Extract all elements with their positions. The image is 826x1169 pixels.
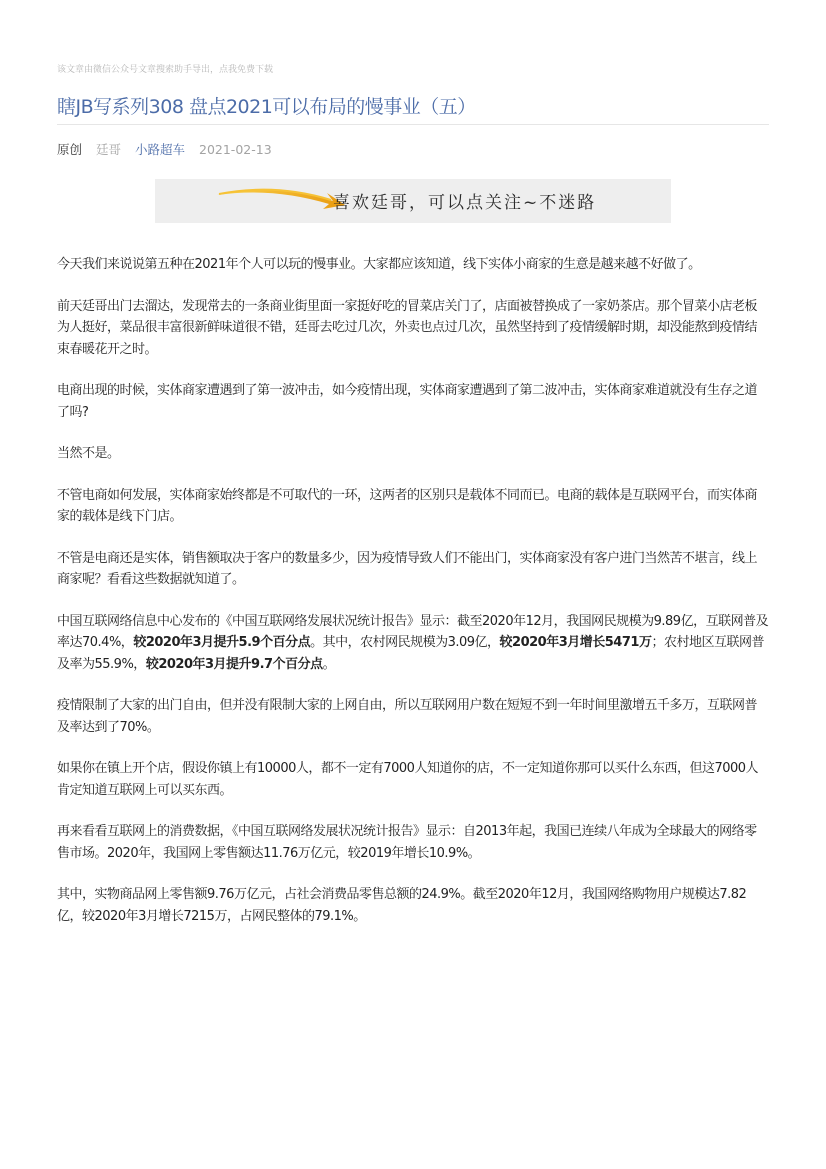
paragraph: 如果你在镇上开个店，假设你镇上有10000人，都不一定有7000人知道你的店，不一定知道你那可以买什么东西，但这7000人肯定知道互联网上可以买东西。 <box>57 761 759 798</box>
paragraph: 当然不是。 <box>57 446 120 461</box>
bold-highlight: 较2020年3月提升9.7个百分点 <box>145 656 323 672</box>
text-segment: 中国互联网络信息中心发布的《中国互联网络发展状况统计报告》显示：截至2020年12月，我国网民规模为9.89亿，互联网普及率达70.4%， <box>57 613 769 650</box>
export-notice-link[interactable]: 该文章由微信公众号文章搜索助手导出，点我免费下载 <box>57 65 274 75</box>
paragraph: 不管是电商还是实体，销售额取决于客户的数量多少，因为疫情导致人们不能出门，实体商家没有客户进门当然苦不堪言，线上商家呢？看看这些数据就知道了。 <box>57 550 758 587</box>
article-meta <box>57 140 282 158</box>
paragraph: 不管电商如何发展，实体商家始终都是不可取代的一环，这两者的区别只是载体不同而已。电商的载体是互联网平台，而实体商家的载体是线下门店。 <box>57 487 758 524</box>
bold-highlight: 较2020年3月增长5471万 <box>499 635 652 650</box>
paragraph: 其中，实物商品网上零售额9.76万亿元，占社会消费品零售总额的24.9%。截至2020年12月，我国网络购物用户规模达7.82亿，较2020年3月增长7215万，占网民整体的79.1%。 <box>57 887 747 924</box>
paragraph: 疫情限制了大家的出门自由，但并没有限制大家的上网自由，所以互联网用户数在短短不到一年时间里激增五千多万，互联网普及率达到了70%。 <box>57 698 758 735</box>
paragraph-with-highlights <box>57 611 769 676</box>
bold-highlight: 较2020年3月提升5.9个百分点 <box>133 635 311 650</box>
paragraph: 前天廷哥出门去溜达，发现常去的一条商业街里面一家挺好吃的冒菜店关门了，店面被替换成了一家奶茶店。那个冒菜小店老板为人挺好，菜品很丰富很新鲜味道很不错，廷哥去吃过几次，外卖也点过几次，虽然坚持到了疫情缓解时期，却没能熬到疫情结束春暖花开之时。 <box>57 298 758 357</box>
paragraph: 今天我们来说说第五种在2021年个人可以玩的慢事业。大家都应该知道，线下实体小商家的生意是越来越不好做了。 <box>57 257 701 272</box>
text-segment: 。其中，农村网民规模为3.09亿， <box>310 635 500 650</box>
paragraph: 再来看看互联网上的消费数据，《中国互联网络发展状况统计报告》显示：自2013年起，我国已连续八年成为全球最大的网络零售市场。2020年，我国网上零售额达11.76万亿元，较2019年增长10.9%。 <box>57 824 757 861</box>
publish-date: 2021-02-13 <box>199 142 272 157</box>
follow-banner-image <box>155 179 671 223</box>
text-segment: 。 <box>322 656 336 672</box>
original-label: 原创 <box>57 142 83 157</box>
account-link[interactable]: 小路超车 <box>135 142 186 157</box>
text-segment: ；农村地区互联网普及率为55.9%， <box>57 635 764 672</box>
title-divider <box>57 124 769 125</box>
banner-text: 喜欢廷哥，可以点关注~不迷路 <box>333 193 597 213</box>
article-title: 瞎JB写系列308 盘点2021可以布局的慢事业（五） <box>57 96 476 118</box>
paragraph: 电商出现的时候，实体商家遭遇到了第一波冲击，如今疫情出现，实体商家遭遇到了第二波冲击，实体商家难道就没有生存之道了吗? <box>57 383 758 420</box>
author-name: 廷哥 <box>96 142 122 157</box>
article-body <box>57 254 769 947</box>
